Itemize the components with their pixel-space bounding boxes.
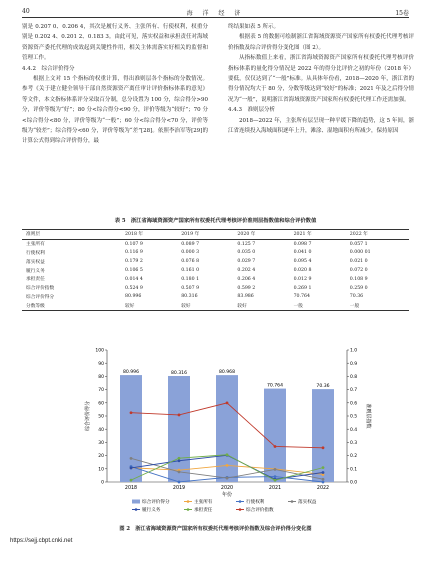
journal-title: 海 洋 经 济	[186, 10, 245, 17]
bar-data-label: 70.36	[316, 384, 330, 390]
table-row	[22, 239, 409, 248]
left-paragraph: 别是 0.207 0、0.206 4，其次是履行义务、主张所有、行使权利，权重分别是 0.202 4、0.201 2、0.183 3。由此可见，落实权益和承担责任对海域资源资产委托代理的成效起到关键性作用，相关主体需落实好相关的监督和管理工作。	[22, 24, 208, 62]
y2-tick-label: 0.7	[350, 388, 358, 394]
series-point	[226, 453, 229, 456]
table-cell: 70.36	[349, 294, 364, 300]
series-point	[178, 481, 181, 484]
table-cell: 行使权利	[26, 250, 45, 256]
series-point	[178, 470, 181, 473]
y-tick-label: 50	[98, 414, 104, 420]
series-point	[130, 411, 133, 414]
x-tick-label: 2021	[268, 486, 282, 491]
legend-marker	[187, 500, 190, 503]
table-cell: 综合评价得分	[26, 294, 55, 300]
y-tick-label: 80	[98, 375, 104, 380]
y-tick-label: 10	[98, 467, 104, 473]
y-tick-label: 30	[98, 441, 104, 446]
table-cell: 83.986	[237, 294, 254, 300]
table-cell: 0.259 0	[349, 285, 368, 291]
table-header-cell: 准则层	[26, 232, 41, 238]
legend-label: 综合评价指数	[246, 508, 274, 513]
table-cell: 0.029 7	[237, 259, 256, 265]
table-row	[22, 275, 409, 284]
table-cell: 0.000 01	[349, 250, 371, 256]
table-header-row	[22, 230, 409, 240]
y2-tick-label: 1.0	[350, 348, 358, 354]
y-tick-label: 70	[98, 388, 104, 394]
table-cell: 0.041 0	[293, 250, 312, 256]
legend-marker	[239, 500, 242, 503]
y2-tick-label: 0.2	[350, 454, 358, 460]
table-cell: 0.507 9	[181, 285, 200, 291]
x-tick-label: 2020	[220, 486, 234, 491]
table-cell: 0.021 0	[349, 259, 368, 265]
y2-tick-label: 0.9	[350, 361, 358, 367]
left-column	[22, 22, 208, 147]
series-point	[322, 471, 325, 474]
table-cell: 80.316	[181, 294, 198, 300]
table-cell: 分数等级	[26, 303, 45, 309]
series-point	[322, 446, 325, 449]
table-cell: 0.179 2	[125, 259, 143, 265]
series-point	[322, 466, 325, 469]
y2-tick-label: 0.1	[350, 467, 358, 473]
table-cell: 0.202 4	[237, 268, 256, 274]
table-row	[22, 266, 409, 275]
table-cell: 0.035 0	[237, 250, 256, 256]
y2-tick-label: 0.3	[350, 441, 358, 446]
table-cell: 0.098 7	[293, 241, 312, 247]
bar-data-label: 80.968	[218, 370, 236, 376]
series-point	[178, 414, 181, 417]
table-cell: 0.116 9	[125, 250, 143, 256]
table-cell: 0.014 4	[125, 276, 143, 282]
table-caption: 表 5 浙江省海域资源资产国家所有权委托代理考核评价准则层指数值和综合评价数值	[114, 218, 317, 224]
series-point	[274, 445, 277, 448]
series-point	[178, 457, 181, 460]
x-tick-label: 2018	[124, 486, 138, 491]
table-row	[22, 301, 409, 310]
right-paragraph: 2018—2022 年，主张所有层呈现一种平缓下降的趋势，这 5 年间，浙江省连续投入海域面积逐年上升，滩涂、湿地面积有所减少，保持原因	[228, 117, 414, 135]
y-tick-label: 20	[98, 454, 104, 460]
table-header-cell: 2021 年	[293, 232, 312, 238]
table-cell: 0.161 0	[181, 268, 200, 274]
table-body	[22, 239, 409, 310]
table-cell: 80.996	[125, 294, 142, 300]
legend-label: 落实权益	[298, 500, 317, 505]
legend-marker	[135, 508, 138, 511]
legend-label: 综合评价得分	[142, 500, 170, 505]
table-cell: 0.012 9	[293, 276, 312, 282]
bar-data-label: 80.996	[122, 370, 140, 376]
series-point	[130, 479, 133, 482]
series-point	[274, 479, 277, 482]
right-column	[228, 22, 414, 136]
table-cell: 0.089 7	[181, 241, 200, 247]
table-cell: 0.599 2	[237, 285, 256, 291]
table-header-cell: 2019 年	[181, 232, 200, 238]
series-point	[226, 464, 229, 467]
table-row	[22, 249, 409, 258]
table-cell: 0.000 3	[181, 250, 200, 256]
table-cell: 主张所有	[26, 242, 45, 248]
series-point	[226, 477, 229, 480]
table-cell: 一般	[349, 303, 360, 309]
table-cell: 较好	[125, 303, 135, 309]
table-cell: 较好	[181, 303, 191, 309]
table-header-cell: 2022 年	[349, 232, 368, 238]
table-cell: 0.269 1	[293, 285, 312, 291]
series-point	[130, 467, 133, 470]
footer-url[interactable]: https://sejj.cbpt.cnki.net	[10, 538, 73, 544]
table-header-cell: 2018 年	[125, 232, 144, 238]
legend-label: 履行义务	[142, 508, 161, 513]
y2-tick-label: 0.6	[350, 401, 358, 407]
legend-marker	[239, 508, 242, 511]
series-point	[178, 459, 181, 462]
table-cell: 0.057 1	[349, 241, 368, 247]
table-cell: 综合评价指数	[26, 286, 55, 292]
table-cell: 0.020 8	[293, 268, 312, 274]
table-row	[22, 284, 409, 293]
series-point	[274, 468, 277, 471]
right-paragraph: 终结果如表 5 所示。	[228, 24, 279, 30]
table-row	[22, 293, 409, 302]
table-cell: 0.524 9	[125, 285, 143, 291]
x-tick-label: 2019	[172, 486, 186, 491]
y2-tick-label: 0.8	[350, 375, 358, 380]
left-section-heading: 4.4.2 综合评价得分	[22, 65, 75, 72]
x-tick-label: 2022	[316, 486, 330, 491]
y2-tick-label: 0.0	[350, 480, 358, 486]
y-tick-label: 90	[98, 361, 104, 367]
table-cell: 0.076 8	[181, 259, 200, 265]
legend-swatch	[132, 500, 140, 504]
y-tick-label: 60	[98, 401, 104, 407]
series-point	[274, 475, 277, 478]
bar-data-label: 80.316	[170, 370, 188, 376]
header-divider	[22, 17, 409, 18]
table-cell: 0.206 4	[237, 276, 256, 282]
page-number: 40	[22, 8, 30, 15]
legend-label: 承担责任	[194, 508, 213, 513]
table-row	[22, 257, 409, 266]
volume-label: 15卷	[395, 10, 409, 17]
table-cell: 较好	[237, 303, 247, 309]
right-paragraph: 从指标数值上来看，浙江省海域资源资产国家所有权委托代理考核评价指标体系的量化得分情况是 2022 年的得分比评价之初的年份（2018 年）要低，仅仅达到了“一般”标准。从具体年份看，2018—2020 年，浙江省的得分情况均大于 80 分，分数等级达到“较好”的标准；2021 年及之后得分情况为“一般”，说明浙江省海域资源资产国家所有权委托代理工作还需加强。	[228, 55, 414, 103]
score-chart	[22, 342, 409, 520]
table-header-cell: 2020 年	[237, 232, 256, 238]
series-point	[226, 402, 229, 405]
score-bar	[168, 376, 190, 482]
x-axis-label: 年份	[221, 492, 233, 498]
right-section-heading: 4.4.3 准则层分析	[228, 107, 275, 114]
figure-caption: 图 2 浙江省海域资源资产国家所有权委托代理考核评价指数及综合评价得分变化图	[119, 526, 312, 532]
legend-marker	[291, 500, 294, 503]
table-cell: 0.108 9	[349, 276, 368, 282]
right-paragraph: 根据表 5 的数据可绘制浙江省海域资源资产国家所有权委托代理考核评价指数及综合评价得分变化图（图 2）。	[228, 34, 414, 51]
table-cell: 0.125 7	[237, 241, 256, 247]
bar-data-label: 70.764	[266, 383, 284, 389]
y2-tick-label: 0.4	[350, 427, 358, 433]
series-point	[130, 457, 133, 460]
table-cell: 落实权益	[26, 259, 45, 265]
y2-tick-label: 0.5	[350, 414, 358, 420]
legend-label: 主张所有	[194, 500, 213, 505]
table-cell: 70.764	[293, 294, 310, 300]
y-tick-label: 40	[98, 427, 104, 433]
y2-axis-label: 准则层指数	[365, 403, 371, 429]
y-axis-label: 综合评价得分	[85, 400, 91, 432]
table-cell: 0.095 4	[293, 259, 312, 265]
table-cell: 一般	[293, 303, 303, 309]
legend-label: 行使权利	[246, 500, 265, 505]
table-cell: 0.107 9	[125, 241, 143, 247]
series-point	[322, 481, 325, 484]
table-cell: 0.072 0	[349, 268, 368, 274]
y-tick-label: 0	[101, 480, 104, 486]
table-cell: 0.106 5	[125, 268, 143, 274]
legend-marker	[187, 508, 190, 511]
table-cell: 履行义务	[26, 268, 45, 274]
table-cell: 0.180 1	[181, 276, 200, 282]
table-cell: 承担责任	[26, 277, 45, 283]
left-paragraph: 根据上文对 15 个指标的权重计算，得出准则层各个指标的分数情况。参考《关于建立健全领导干部自然资源资产离任审计评价指标体系的意见》等文件，本文指标体系评分采取百分制，总分设置为 100 分，综合得分>90 分，评价等级为“好”；80 分<综合得分<90 分，评价等级为“较好”；70 分<综合得分<80 分，评价等级为“一般”；60 分<综合得分<70 分，评价等级为“较差”；综合得分<60 分，评价等级为“差”[28]。依照李治军等[29]的计算公式得到综合评价得分，最	[22, 76, 208, 145]
series-point	[322, 478, 325, 481]
data-table	[22, 229, 409, 311]
y-tick-label: 100	[95, 348, 104, 354]
